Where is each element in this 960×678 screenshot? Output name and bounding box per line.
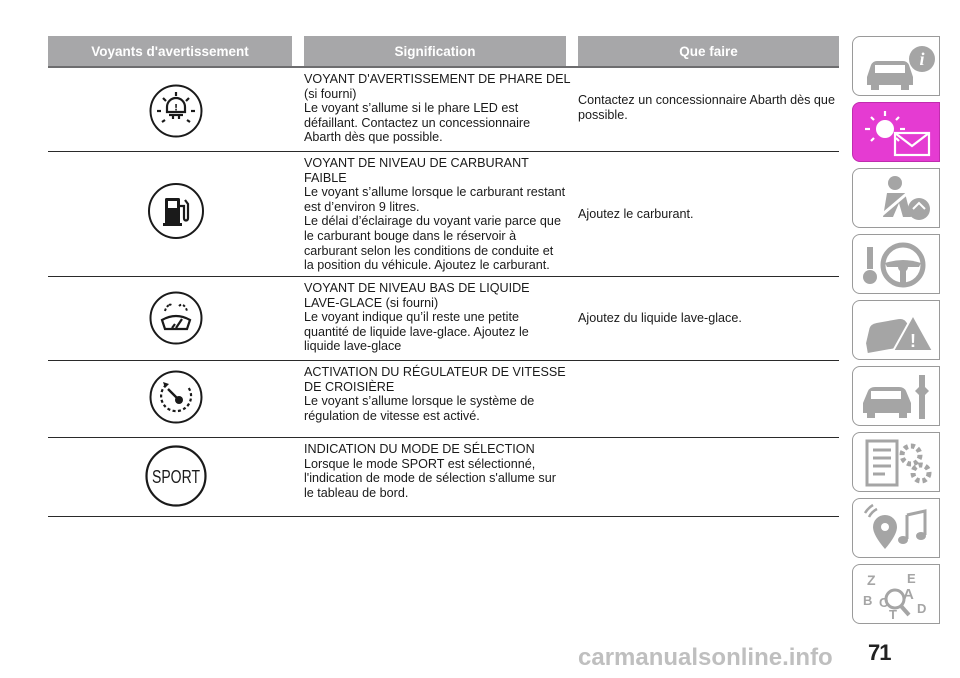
row-description: INDICATION DU MODE DE SÉLECTION Lorsque le mode SPORT est sélectionné, l'indication de mode de sélection s'allume sur le tableau de bord.	[304, 442, 556, 500]
row-description: VOYANT DE NIVEAU BAS DE LIQUIDE LAVE-GLACE (si fourni) Le voyant indique qu’il reste une petite quantité de liquide lave-glace. Ajoutez le liquide lave-glace	[304, 281, 530, 354]
header-what-to-do: Que faire	[679, 43, 738, 59]
table-header	[48, 36, 839, 68]
table-row	[48, 152, 839, 277]
index-letter: T	[889, 607, 897, 621]
svg-text:!: !	[173, 103, 179, 114]
safety-icon	[859, 173, 937, 225]
low-fuel-icon	[147, 182, 205, 240]
table-row	[48, 277, 839, 361]
tab-multimedia[interactable]	[852, 498, 940, 558]
tab-driving[interactable]	[852, 234, 940, 294]
svg-text:i: i	[919, 49, 925, 69]
tab-technical-data[interactable]	[852, 432, 940, 492]
warning-lights-icon	[859, 107, 937, 159]
emergency-icon	[859, 305, 937, 357]
technical-data-icon	[859, 437, 937, 489]
header-meaning: Signification	[394, 43, 476, 59]
tab-warning-lights[interactable]	[852, 102, 940, 162]
tab-index[interactable]	[852, 564, 940, 624]
led-headlight-warning-icon	[148, 83, 204, 139]
row-action: Contactez un concessionnaire Abarth dès que possible.	[578, 93, 835, 122]
tab-emergency[interactable]	[852, 300, 940, 360]
header-warning-lights: Voyants d'avertissement	[91, 43, 249, 59]
row-description: VOYANT D'AVERTISSEMENT DE PHARE DEL (si fourni) Le voyant s’allume si le phare LED est défaillant. Contactez un concessionnaire Abarth dès que possible.	[304, 72, 571, 145]
cruise-control-icon	[148, 369, 204, 425]
table-row	[48, 68, 839, 152]
index-letter: Z	[867, 572, 876, 588]
multimedia-icon	[859, 503, 937, 555]
row-description: VOYANT DE NIVEAU DE CARBURANT FAIBLE Le voyant s’allume lorsque le carburant restant est d’environ 9 litres. Le délai d’éclairage du voyant varie parce que le carburant bouge dans le réservoir à carburant selon les conditions de conduite et la position du véhicule. Ajoutez le carburant.	[304, 156, 566, 273]
row-action: Ajoutez du liquide lave-glace.	[578, 311, 742, 326]
row-action	[578, 438, 839, 516]
index-letter: B	[863, 593, 873, 608]
index-letter: C	[879, 595, 889, 610]
row-action: Ajoutez le carburant.	[578, 206, 694, 221]
sport-label: SPORT	[152, 467, 200, 487]
index-letter: D	[917, 601, 927, 616]
steering-wheel-icon	[859, 239, 937, 291]
warning-lights-table	[48, 36, 839, 517]
index-icon	[859, 569, 937, 621]
svg-text:!: !	[910, 331, 916, 351]
page-number: 71	[868, 640, 891, 665]
row-action	[578, 361, 839, 437]
table-row	[48, 361, 839, 438]
row-description: ACTIVATION DU RÉGULATEUR DE VITESSE DE CROISIÈRE Le voyant s’allume lorsque le système de régulation de vitesse est activé.	[304, 365, 566, 423]
car-info-icon	[859, 41, 937, 93]
tab-safety[interactable]	[852, 168, 940, 228]
table-row	[48, 438, 839, 517]
watermark: carmanualsonline.info	[578, 644, 833, 671]
tab-maintenance[interactable]	[852, 366, 940, 426]
maintenance-icon	[859, 371, 937, 423]
sport-mode-icon	[144, 444, 208, 508]
index-letter: A	[903, 586, 914, 603]
index-letter: E	[907, 571, 916, 586]
washer-fluid-icon	[148, 290, 204, 346]
tab-car-info[interactable]	[852, 36, 940, 96]
